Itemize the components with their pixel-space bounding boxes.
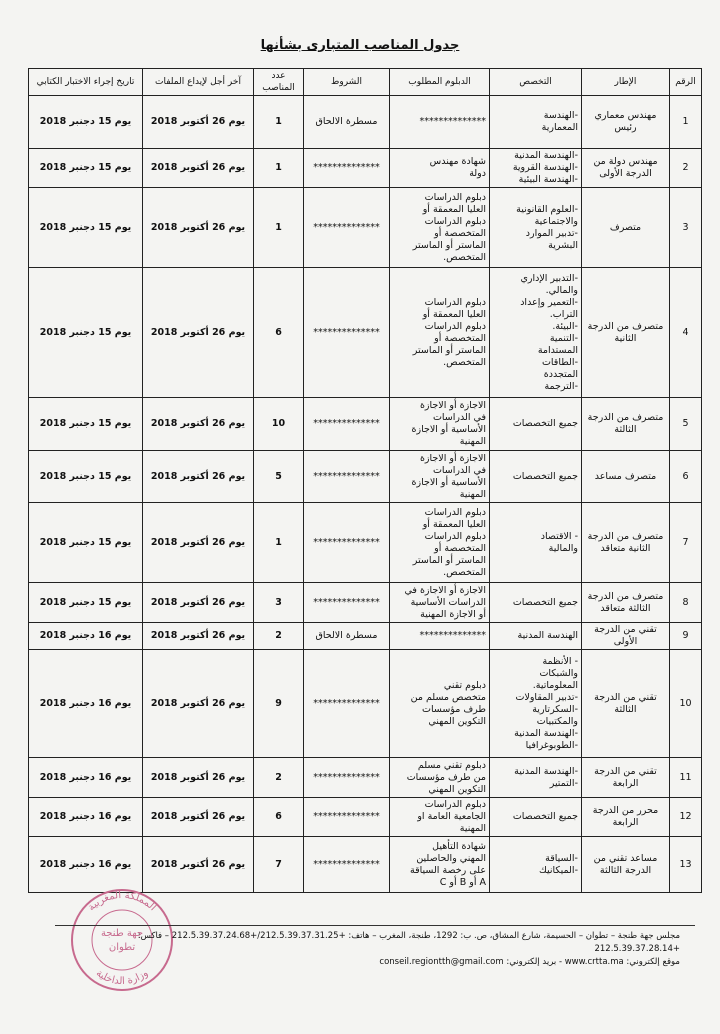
positions-count-cell: 5 — [254, 451, 304, 503]
diploma-cell-line: A أو B أو C — [439, 876, 486, 888]
specialty-cell — [490, 503, 582, 583]
diploma-cell-line: دبلوم الدراسات — [424, 215, 486, 227]
diploma-cell — [390, 650, 490, 758]
specialty-cell-line: -الهندسة المدنية — [514, 765, 578, 777]
specialty-cell-line: جميع التخصصات — [512, 811, 578, 822]
exam-date-cell: يوم 15 دجنبر 2018 — [29, 149, 143, 188]
table-row — [29, 503, 702, 583]
diploma-cell — [390, 268, 490, 398]
diploma-cell-line: المتخصصة أو — [434, 542, 486, 554]
row-number: 8 — [670, 583, 702, 623]
diploma-cell-line: الماستر أو الماستر — [412, 554, 486, 566]
diploma-cell-line: دبلوم الدراسات — [424, 530, 486, 542]
cadre-cell: متصرف من الدرجة الثانية متعاقد — [582, 503, 670, 583]
diploma-cell-line: العليا المعمقة أو — [422, 308, 486, 320]
cadre-cell: متصرف من الدرجة الثانية — [582, 268, 670, 398]
table-header-row — [29, 69, 702, 96]
specialty-cell-line: جميع التخصصات — [512, 596, 578, 608]
deadline-cell: يوم 26 أكتوبر 2018 — [143, 837, 254, 893]
diploma-cell — [390, 798, 490, 837]
diploma-cell-line: دبلوم تقني — [443, 679, 486, 691]
row-number: 1 — [670, 96, 702, 149]
svg-text:تطوان: تطوان — [108, 942, 136, 953]
deadline-cell: يوم 26 أكتوبر 2018 — [143, 398, 254, 451]
deadline-cell: يوم 26 أكتوبر 2018 — [143, 268, 254, 398]
diploma-cell-line: المهنية — [459, 436, 486, 447]
specialty-cell-line: البشرية — [548, 239, 578, 251]
diploma-cell-line: الماستر أو الماستر — [412, 239, 486, 251]
specialty-cell-line: جميع التخصصات — [512, 418, 578, 429]
specialty-cell — [490, 188, 582, 268]
diploma-cell-line: التكوين المهني — [428, 715, 486, 727]
specialty-cell-line: -الهندسة — [543, 110, 578, 121]
row-number: 2 — [670, 149, 702, 188]
deadline-cell: يوم 26 أكتوبر 2018 — [143, 583, 254, 623]
conditions-cell: مسطرة الالحاق — [304, 623, 390, 650]
positions-table — [28, 68, 702, 893]
diploma-cell-line: الدراسات الأساسية — [410, 596, 486, 608]
specialty-cell-line: التراب. — [549, 308, 578, 320]
specialty-cell-line: الهندسة المدنية — [517, 630, 578, 641]
diploma-cell — [390, 188, 490, 268]
deadline-cell: يوم 26 أكتوبر 2018 — [143, 149, 254, 188]
conditions-cell: ************** — [304, 451, 390, 503]
diploma-cell-line: العليا المعمقة أو — [422, 203, 486, 215]
diploma-cell-line: شهادة مهندس — [429, 156, 486, 167]
diploma-cell-line: الاجازة أو الاجازة في — [404, 584, 486, 596]
header-conditions: الشروط — [304, 69, 390, 96]
specialty-cell — [490, 650, 582, 758]
cadre-cell: متصرف من الدرجة الثالثة — [582, 398, 670, 451]
header-exam-date: تاريخ إجراء الاختبار الكتابي — [29, 69, 143, 96]
conditions-cell: ************** — [304, 149, 390, 188]
specialty-cell-line: -الميكانيك — [539, 864, 578, 876]
cadre-cell: تقني من الدرجة الرابعة — [582, 758, 670, 798]
positions-count-cell: 10 — [254, 398, 304, 451]
specialty-cell-line: - الأنظمة — [542, 655, 578, 667]
exam-date-cell: يوم 15 دجنبر 2018 — [29, 96, 143, 149]
positions-count-cell: 7 — [254, 837, 304, 893]
diploma-cell-line: العليا المعمقة أو — [422, 518, 486, 530]
positions-count-cell: 3 — [254, 583, 304, 623]
cadre-cell: مهندس معماري رئيس — [582, 96, 670, 149]
specialty-cell-line: -الهندسة البيئية — [518, 174, 578, 185]
specialty-cell-line: والمكتبيات — [536, 715, 578, 727]
diploma-cell-line: دبلوم الدراسات — [424, 506, 486, 518]
exam-date-cell: يوم 16 دجنبر 2018 — [29, 837, 143, 893]
row-number: 11 — [670, 758, 702, 798]
specialty-cell — [490, 623, 582, 650]
diploma-cell — [390, 623, 490, 650]
diploma-cell — [390, 149, 490, 188]
specialty-cell-line: - الاقتصاد — [540, 530, 578, 542]
cadre-cell: متصرف مساعد — [582, 451, 670, 503]
specialty-cell-line: -التعمير وإعداد — [520, 296, 578, 308]
specialty-cell — [490, 96, 582, 149]
conditions-cell: ************** — [304, 650, 390, 758]
footer-address: مجلس جهة طنجة – تطوان – الحسيمة، شارع المشاق، ص. ب: 1292، طنجة، المغرب – هاتف: +212.5.39.37.31.25/+212.5.39.37.24.68 – فاكس: +212.5.39.37.28.14 — [137, 931, 680, 954]
deadline-cell: يوم 26 أكتوبر 2018 — [143, 623, 254, 650]
exam-date-cell: يوم 15 دجنبر 2018 — [29, 188, 143, 268]
specialty-cell-line: جميع التخصصات — [512, 470, 578, 482]
specialty-cell-line: -الطوبوغرافيا — [525, 739, 578, 751]
deadline-cell: يوم 26 أكتوبر 2018 — [143, 188, 254, 268]
specialty-cell-line: -تدبير المقاولات — [515, 691, 578, 703]
header-spec: التخصص — [490, 69, 582, 96]
diploma-cell-line: المهنية — [459, 488, 486, 500]
diploma-cell-line: متخصص مسلم من — [410, 691, 486, 703]
row-number: 7 — [670, 503, 702, 583]
diploma-cell — [390, 96, 490, 149]
exam-date-cell: يوم 16 دجنبر 2018 — [29, 623, 143, 650]
specialty-cell — [490, 268, 582, 398]
diploma-cell-line: طرف مؤسسات — [422, 703, 486, 715]
conditions-cell: ************** — [304, 268, 390, 398]
diploma-cell — [390, 837, 490, 893]
svg-text:وزارة الداخلية: وزارة الداخلية — [93, 967, 151, 988]
cadre-cell: تقني من الدرجة الثالثة — [582, 650, 670, 758]
svg-text:المملكة المغربية: المملكة المغربية — [86, 889, 159, 914]
deadline-cell: يوم 26 أكتوبر 2018 — [143, 650, 254, 758]
table-row — [29, 96, 702, 149]
diploma-cell-line: المتخصص. — [443, 356, 486, 368]
row-number: 5 — [670, 398, 702, 451]
table-row — [29, 623, 702, 650]
diploma-cell — [390, 398, 490, 451]
diploma-cell-line: شهادة التأهيل — [432, 840, 486, 852]
cadre-cell: محرر من الدرجة الرابعة — [582, 798, 670, 837]
table-row — [29, 398, 702, 451]
positions-count-cell: 9 — [254, 650, 304, 758]
deadline-cell: يوم 26 أكتوبر 2018 — [143, 451, 254, 503]
row-number: 3 — [670, 188, 702, 268]
positions-count-cell: 1 — [254, 149, 304, 188]
diploma-cell-line: دبلوم الدراسات — [424, 320, 486, 332]
cadre-cell: متصرف — [582, 188, 670, 268]
deadline-cell: يوم 26 أكتوبر 2018 — [143, 96, 254, 149]
header-deadline: آخر أجل لإيداع الملفات — [143, 69, 254, 96]
specialty-cell — [490, 837, 582, 893]
specialty-cell — [490, 451, 582, 503]
table-row — [29, 650, 702, 758]
header-count: عدد المناصب — [254, 69, 304, 96]
positions-count-cell: 1 — [254, 188, 304, 268]
exam-date-cell: يوم 15 دجنبر 2018 — [29, 268, 143, 398]
row-number: 9 — [670, 623, 702, 650]
diploma-cell-line: المتخصصة أو — [434, 332, 486, 344]
footer — [60, 930, 680, 969]
specialty-cell-line: -التمتير — [549, 777, 578, 789]
svg-text:جهة طنجة: جهة طنجة — [100, 928, 144, 939]
table-body — [29, 96, 702, 893]
diploma-cell-line: المتخصص. — [443, 566, 486, 578]
positions-count-cell: 6 — [254, 268, 304, 398]
specialty-cell-line: -البيئة. — [552, 320, 578, 332]
specialty-cell-line: -السكرتارية — [532, 703, 578, 715]
footer-contact: موقع إلكتروني: www.crtta.ma - بريد إلكتروني: conseil.regiontth@gmail.com — [379, 957, 680, 967]
diploma-cell — [390, 451, 490, 503]
exam-date-cell: يوم 16 دجنبر 2018 — [29, 758, 143, 798]
conditions-cell: ************** — [304, 798, 390, 837]
specialty-cell-line: المتجددة — [543, 368, 578, 380]
exam-date-cell: يوم 16 دجنبر 2018 — [29, 798, 143, 837]
header-diploma: الدبلوم المطلوب — [390, 69, 490, 96]
table-row — [29, 798, 702, 837]
specialty-cell-line: -الهندسة المدنية — [514, 150, 578, 161]
specialty-cell-line: -تدبير الموارد — [525, 227, 578, 239]
specialty-cell-line: والمالية — [548, 542, 578, 554]
diploma-cell-line: دبلوم الدراسات — [424, 296, 486, 308]
diploma-cell-line: الأساسية أو الاجازة — [411, 476, 486, 488]
diploma-cell-line: من طرف مؤسسات — [406, 771, 486, 783]
row-number: 10 — [670, 650, 702, 758]
diploma-cell — [390, 583, 490, 623]
diploma-cell-line: في الدراسات — [432, 464, 486, 476]
diploma-cell-line: المتخصصة أو — [434, 227, 486, 239]
row-number: 4 — [670, 268, 702, 398]
diploma-cell — [390, 503, 490, 583]
diploma-cell-line: دولة — [469, 168, 486, 179]
page-title: جدول المناصب المتبارى بشأنها — [260, 38, 460, 53]
specialty-cell — [490, 149, 582, 188]
positions-count-cell: 1 — [254, 503, 304, 583]
diploma-cell-line: دبلوم الدراسات — [424, 799, 486, 810]
cadre-cell: متصرف من الدرجة الثالثة متعاقد — [582, 583, 670, 623]
specialty-cell — [490, 583, 582, 623]
table-row — [29, 583, 702, 623]
specialty-cell-line: -التنمية — [549, 332, 578, 344]
cadre-cell: مساعد تقني من الدرجة الثالثة — [582, 837, 670, 893]
specialty-cell-line: -الترجمة — [544, 380, 578, 392]
specialty-cell — [490, 798, 582, 837]
diploma-cell-line: المتخصص. — [443, 251, 486, 263]
specialty-cell — [490, 398, 582, 451]
exam-date-cell: يوم 15 دجنبر 2018 — [29, 503, 143, 583]
diploma-cell-line: أو الاجازة المهنية — [420, 608, 486, 620]
diploma-cell-line: الجامعية العامة او — [417, 811, 486, 822]
exam-date-cell: يوم 16 دجنبر 2018 — [29, 650, 143, 758]
diploma-cell-line: على رخصة السياقة — [410, 864, 486, 876]
row-number: 12 — [670, 798, 702, 837]
diploma-cell-line: التكوين المهني — [428, 783, 486, 795]
specialty-cell-line: والاجتماعية — [534, 215, 578, 227]
positions-count-cell: 6 — [254, 798, 304, 837]
table-row — [29, 451, 702, 503]
specialty-cell-line: المعلوماتية. — [532, 679, 578, 691]
exam-date-cell: يوم 15 دجنبر 2018 — [29, 398, 143, 451]
exam-date-cell: يوم 15 دجنبر 2018 — [29, 451, 143, 503]
conditions-cell: ************** — [304, 398, 390, 451]
deadline-cell: يوم 26 أكتوبر 2018 — [143, 798, 254, 837]
specialty-cell-line: -الهندسة القروية — [512, 162, 578, 173]
exam-date-cell: يوم 15 دجنبر 2018 — [29, 583, 143, 623]
diploma-cell-line: ************** — [419, 116, 486, 127]
diploma-cell-line: دبلوم تقني مسلم — [417, 759, 486, 771]
positions-count-cell: 1 — [254, 96, 304, 149]
diploma-cell-line: الماستر أو الماستر — [412, 344, 486, 356]
header-num: الرقم — [670, 69, 702, 96]
diploma-cell-line: دبلوم الدراسات — [424, 191, 486, 203]
specialty-cell-line: والشبكات — [539, 667, 578, 679]
specialty-cell-line: -الطاقات — [541, 356, 578, 368]
specialty-cell-line: والمالي. — [545, 284, 578, 296]
conditions-cell: ************** — [304, 837, 390, 893]
table-row — [29, 149, 702, 188]
specialty-cell — [490, 758, 582, 798]
diploma-cell-line: الأساسية أو الاجازة — [411, 424, 486, 435]
diploma-cell — [390, 758, 490, 798]
deadline-cell: يوم 26 أكتوبر 2018 — [143, 503, 254, 583]
conditions-cell: ************** — [304, 188, 390, 268]
specialty-cell-line: -السياقة — [545, 852, 578, 864]
diploma-cell-line: المهنية — [459, 823, 486, 834]
specialty-cell-line: -التدبير الإداري — [520, 272, 578, 284]
row-number: 13 — [670, 837, 702, 893]
conditions-cell: ************** — [304, 758, 390, 798]
conditions-cell: مسطرة الالحاق — [304, 96, 390, 149]
positions-count-cell: 2 — [254, 623, 304, 650]
specialty-cell-line: -الهندسة المدنية — [514, 727, 578, 739]
specialty-cell-line: المعمارية — [541, 122, 578, 133]
table-row — [29, 758, 702, 798]
diploma-cell-line: في الدراسات — [432, 412, 486, 423]
conditions-cell: ************** — [304, 583, 390, 623]
row-number: 6 — [670, 451, 702, 503]
diploma-cell-line: المهني والحاصلين — [416, 852, 486, 864]
conditions-cell: ************** — [304, 503, 390, 583]
diploma-cell-line: الاجازة أو الاجازة — [419, 400, 486, 411]
table-row — [29, 188, 702, 268]
specialty-cell-line: -العلوم القانونية — [516, 203, 578, 215]
positions-count-cell: 2 — [254, 758, 304, 798]
diploma-cell-line: ************** — [419, 630, 486, 641]
header-cadre: الإطار — [582, 69, 670, 96]
cadre-cell: تقني من الدرجة الأولى — [582, 623, 670, 650]
diploma-cell-line: الاجازة أو الاجازة — [419, 452, 486, 464]
table-row — [29, 268, 702, 398]
footer-divider — [55, 925, 695, 926]
specialty-cell-line: المستدامة — [537, 344, 578, 356]
cadre-cell: مهندس دولة من الدرجة الأولى — [582, 149, 670, 188]
deadline-cell: يوم 26 أكتوبر 2018 — [143, 758, 254, 798]
